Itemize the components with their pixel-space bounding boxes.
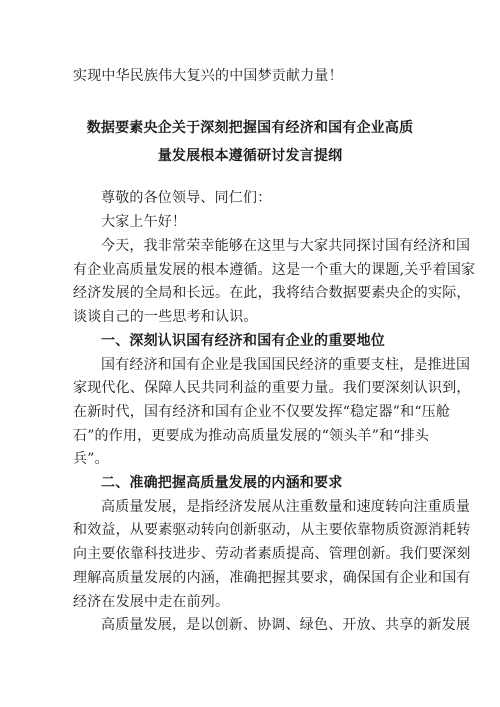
paragraph-3-line-3: 向主要依靠科技进步、劳动者素质提高、管理创新。我们要深刻 — [73, 546, 471, 562]
paragraph-1-line-4: 谈谈自己的一些思考和认识。 — [73, 309, 258, 325]
paragraph-3-line-2: 和效益，从要素驱动转向创新驱动，从主要依靠物质资源消耗转 — [73, 522, 471, 538]
section-heading-1: 一、深刻认识国有经济和国有企业的重要地位 — [101, 333, 385, 349]
previous-paragraph-ending: 实现中华民族伟大复兴的中国梦贡献力量！ — [73, 68, 343, 84]
paragraph-2-line-1: 国有经济和国有企业是我国国民经济的重要支柱，是推进国 — [101, 357, 471, 373]
section-heading-2: 二、准确把握高质量发展的内涵和要求 — [101, 475, 343, 491]
paragraph-1-line-3: 经济发展的全局和长远。在此，我将结合数据要素央企的实际， — [73, 285, 471, 301]
paragraph-2-line-4: 石”的作用，更要成为推动高质量发展的“领头羊”和“排头 — [73, 428, 430, 444]
paragraph-2-line-2: 家现代化、保障人民共同利益的重要力量。我们要深刻认识到， — [73, 380, 471, 396]
document-title-line-1: 数据要素央企关于深刻把握国有经济和国有企业高质 — [86, 120, 414, 136]
paragraph-3-line-5: 经济在发展中走在前列。 — [73, 594, 230, 610]
salutation: 尊敬的各位领导、同仁们： — [101, 190, 272, 206]
paragraph-1-line-1: 今天，我非常荣幸能够在这里与大家共同探讨国有经济和国 — [101, 238, 471, 254]
document-title-line-2: 量发展根本遵循研讨发言提纲 — [157, 148, 343, 164]
paragraph-2-line-5: 兵”。 — [73, 451, 109, 467]
paragraph-1-line-2: 有企业高质量发展的根本遵循。这是一个重大的课题,关乎着国家 — [73, 262, 476, 278]
paragraph-3-line-4: 理解高质量发展的内涵，准确把握其要求，确保国有企业和国有 — [73, 570, 471, 586]
paragraph-3-line-1: 高质量发展，是指经济发展从注重数量和速度转向注重质量 — [101, 499, 471, 515]
paragraph-2-line-3: 在新时代，国有经济和国有企业不仅要发挥“稳定器”和“压舱 — [73, 404, 451, 420]
paragraph-4-line-1: 高质量发展，是以创新、协调、绿色、开放、共享的新发展 — [101, 617, 471, 633]
greeting: 大家上午好！ — [101, 214, 187, 230]
